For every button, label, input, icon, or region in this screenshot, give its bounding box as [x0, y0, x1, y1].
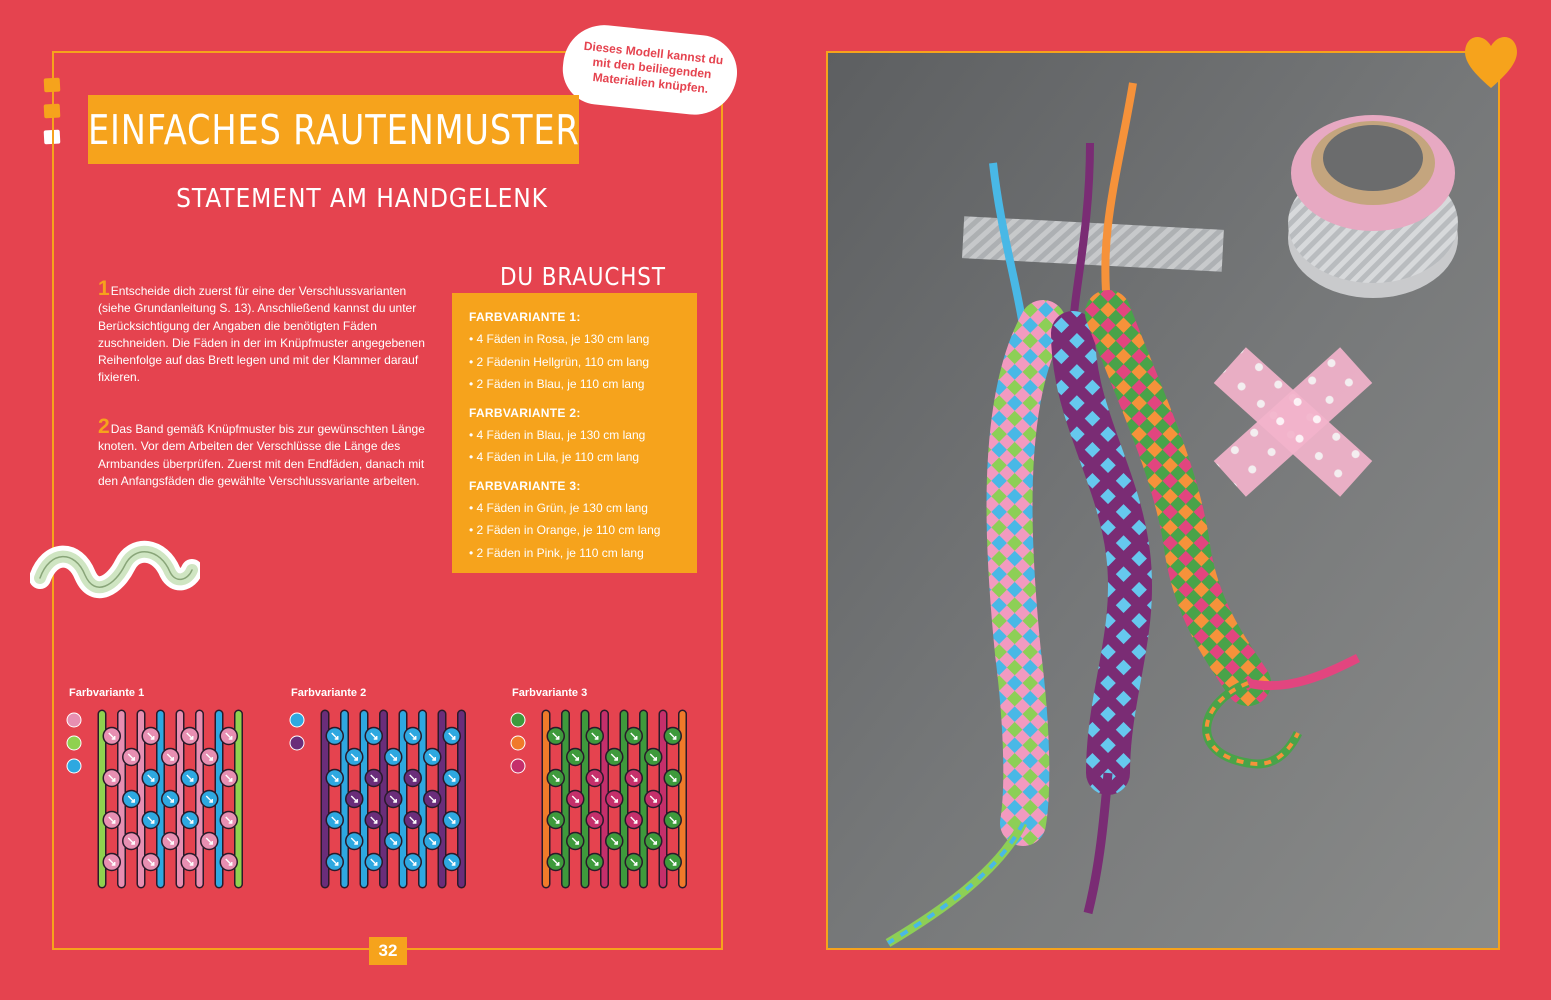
- knot-pattern-3: [508, 708, 688, 893]
- page-number: 32: [369, 937, 407, 965]
- page-title: EINFACHES RAUTENMUSTER: [87, 105, 580, 154]
- knot-pattern-2: [287, 708, 467, 893]
- color-swatch: [67, 759, 81, 773]
- variant-3-item-2: • 2 Fäden in Orange, je 110 cm lang: [469, 523, 661, 537]
- variant-1-title: FARBVARIANTE 1:: [469, 310, 581, 324]
- color-swatch: [511, 759, 525, 773]
- speech-bubble-text: Dieses Modell kannst du mit den beiliegenden Materialien knüpfen.: [583, 38, 724, 96]
- color-swatch: [290, 736, 304, 750]
- variant-3-title: FARBVARIANTE 3:: [469, 478, 581, 493]
- bracelets-illustration: [828, 53, 1500, 950]
- step-1: [98, 277, 428, 387]
- squiggle-icon: [30, 540, 200, 600]
- variant-1: [469, 310, 691, 396]
- color-swatch: [67, 713, 81, 727]
- variant-2-item-2: • 4 Fäden in Lila, je 110 cm lang: [469, 450, 640, 464]
- pattern-1-label: Farbvariante 1: [69, 687, 145, 699]
- variant-2-title: FARBVARIANTE 2:: [469, 405, 581, 420]
- title-banner: [88, 95, 579, 164]
- materials-box: [452, 293, 697, 573]
- variant-2-item-1: • 4 Fäden in Blau, je 130 cm lang: [469, 427, 646, 442]
- variant-2: [469, 406, 691, 469]
- page-subtitle: STATEMENT AM HANDGELENK: [176, 184, 548, 214]
- step-2-number: 2: [98, 415, 110, 438]
- step-1-number: 1: [98, 277, 110, 300]
- variant-1-item-2: • 2 Fädenin Hellgrün, 110 cm lang: [469, 354, 650, 369]
- knot-pattern-1: [64, 708, 244, 893]
- step-2: [98, 415, 428, 490]
- variant-1-item-1: • 4 Fäden in Rosa, je 130 cm lang: [469, 332, 650, 346]
- step-2-text: Das Band gemäß Knüpfmuster bis zur gewünschten Länge knoten. Vor dem Arbeiten der Verschlüsse die Länge des Armbandes überprüfen. Zuerst mit den Endfäden, danach mit den Anfangsfäden die gewählte Verschlussvariante arbeiten.: [98, 422, 425, 488]
- variant-3-item-3: • 2 Fäden in Pink, je 110 cm lang: [469, 545, 644, 560]
- bracelet-photo: [826, 51, 1500, 950]
- materials-heading: DU BRAUCHST: [500, 262, 666, 291]
- color-swatch: [67, 736, 81, 750]
- pattern-3-label: Farbvariante 3: [512, 687, 588, 699]
- pattern-2-label: Farbvariante 2: [291, 687, 367, 699]
- step-1-text: Entscheide dich zuerst für eine der Verschlussvarianten (siehe Grundanleitung S. 13). Anschließend kannst du unter Berücksichtigung der Angaben die benötigten Fäden zuschneiden. Die Fäden in der im Knüpfmuster angegebenen Reihenfolge auf das Brett legen und mit der Klammer darauf fixieren.: [98, 284, 425, 385]
- variant-3: [469, 479, 691, 565]
- color-swatch: [511, 736, 525, 750]
- heart-icon: [1460, 30, 1522, 92]
- color-swatch: [511, 713, 525, 727]
- color-swatch: [290, 713, 304, 727]
- variant-1-item-3: • 2 Fäden in Blau, je 110 cm lang: [469, 377, 645, 391]
- variant-3-item-1: • 4 Fäden in Grün, je 130 cm lang: [469, 500, 648, 515]
